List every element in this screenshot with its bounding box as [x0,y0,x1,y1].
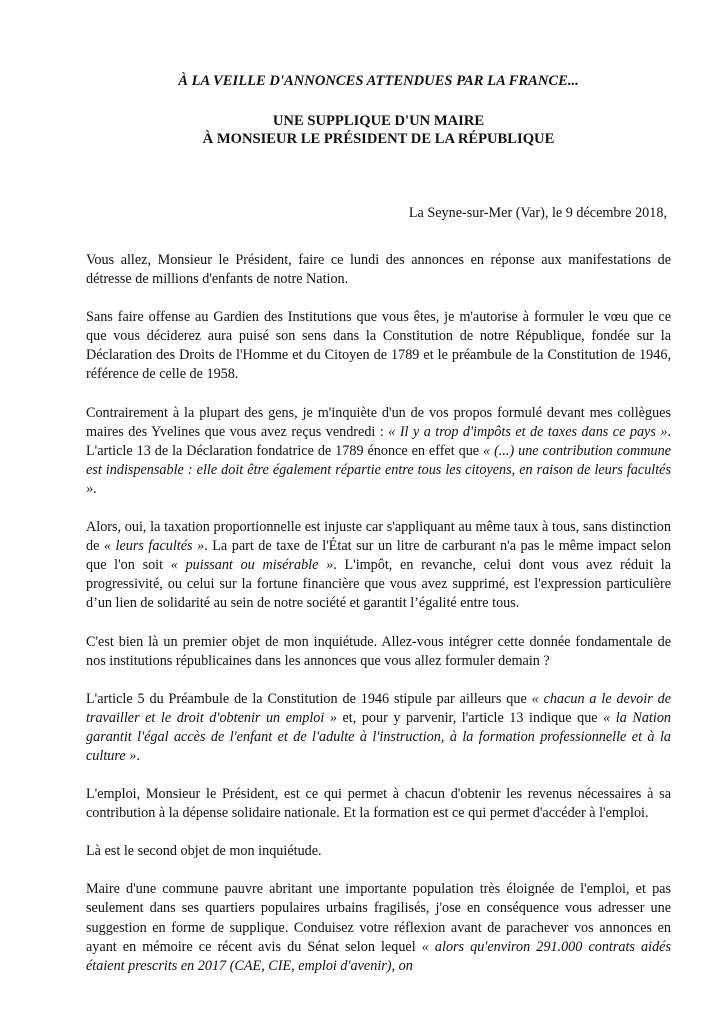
paragraph-4-quote-2: « puissant ou misérable » [170,557,334,574]
paragraph-3 [86,404,671,499]
paragraph-8: Là est le second objet de mon inquiétude. [86,843,322,860]
paragraph-3-text-a: Contrairement à la plupart des gens, je m'inquiète d'un de vos propos formulé devant mes collègues maires des Yvelines que vous avez reçus vendredi : [86,404,671,440]
paragraph-2: Sans faire offense au Gardien des Institutions que vous êtes, je m'autorise à formuler le vœu que ce que vous déciderez aura puisé son sens dans la Constitution de notre République, fondée sur la Déclaration des Droits de l'Homme et du Citoyen de 1789 et le préambule de la Constitution de 1946, référence de celle de 1958. [86,309,671,383]
paragraph-3-text-b: . L'article 13 de la Déclaration fondatrice de 1789 énonce en effet que [86,423,671,459]
paragraph-4-text-c: . L'impôt, en revanche, celui dont vous avez réduit la progressivité, ou celui sur la fortune financière que vous avez supprimé, est l'expression particulière d’un lien de solidarité au sein de notre société et garantit l’égalité entre tous. [86,557,671,612]
paragraph-3-quote-1: « Il y a trop d'impôts et de taxes dans ce pays » [388,423,668,440]
paragraph-6-text-b: et, pour y parvenir, l'article 13 indique que [336,709,604,726]
paragraph-4-quote-1: « leurs facultés » [103,538,205,555]
paragraph-5: C'est bien là un premier objet de mon inquiétude. Allez-vous intégrer cette donnée fondamentale de nos institutions républicaines dans les annonces que vous allez formuler demain ? [86,633,671,669]
document-kicker: À LA VEILLE D'ANNONCES ATTENDUES PAR LA FRANCE... [178,73,579,89]
letter-body [86,251,671,995]
paragraph-4-text-b: . La part de taxe de l'État sur un litre de carburant n'a pas le même impact selon que l'on soit [86,538,671,574]
paragraph-1: Vous allez, Monsieur le Président, faire ce lundi des annonces en réponse aux manifestations de détresse de millions d'enfants de notre Nation. [86,252,671,288]
paragraph-3-quote-2: « (...) une contribution commune est indispensable : elle doit être également répartie entre tous les citoyens, en raison de leurs facultés » [86,442,672,497]
document-title-line-1: UNE SUPPLIQUE D'UN MAIRE [272,113,485,129]
paragraph-6-quote-2: « la Nation garantit l'égal accès de l'enfant et de l'adulte à l'instruction, à la formation professionnelle et à la culture » [86,709,672,764]
paragraph-4 [86,518,671,613]
paragraph-9 [86,880,671,975]
paragraph-3-text-c: . [93,480,97,497]
paragraph-7: L'emploi, Monsieur le Président, est ce qui permet à chacun d'obtenir les revenus nécessaires à sa contribution à la dépense solidaire nationale. Et la formation est ce qui permet d'accéder à l'emploi. [86,786,671,822]
paragraph-9-quote-1: « alors qu'environ 291.000 contrats aidés étaient prescrits en 2017 (CAE, CIE, emploi d'avenir), on [86,938,671,974]
date-line: La Seyne-sur-Mer (Var), le 9 décembre 2018, [408,205,667,221]
paragraph-4-text-a: Alors, oui, la taxation proportionnelle est injuste car s'appliquant au même taux à tous, sans distinction de [86,519,671,555]
paragraph-6 [86,690,671,766]
document-title-line-2: À MONSIEUR LE PRÉSIDENT DE LA RÉPUBLIQUE [202,131,555,147]
paragraph-6-text-a: L'article 5 du Préambule de la Constitution de 1946 stipule par ailleurs que [86,690,532,707]
paragraph-6-quote-1: « chacun a le devoir de travailler et le droit d'obtenir un emploi » [86,690,671,726]
paragraph-6-text-c: . [136,747,140,764]
paragraph-9-text-a: Maire d'une commune pauvre abritant une importante population très éloignée de l'emploi, et pas seulement dans ses quartiers populaires urbains fragilisés, j'ose en conséquence vous adresser une suggestion en forme de supplique. Conduisez votre réflexion avant de parachever vos annonces en ayant en mémoire ce récent avis du Sénat selon lequel [86,881,671,955]
